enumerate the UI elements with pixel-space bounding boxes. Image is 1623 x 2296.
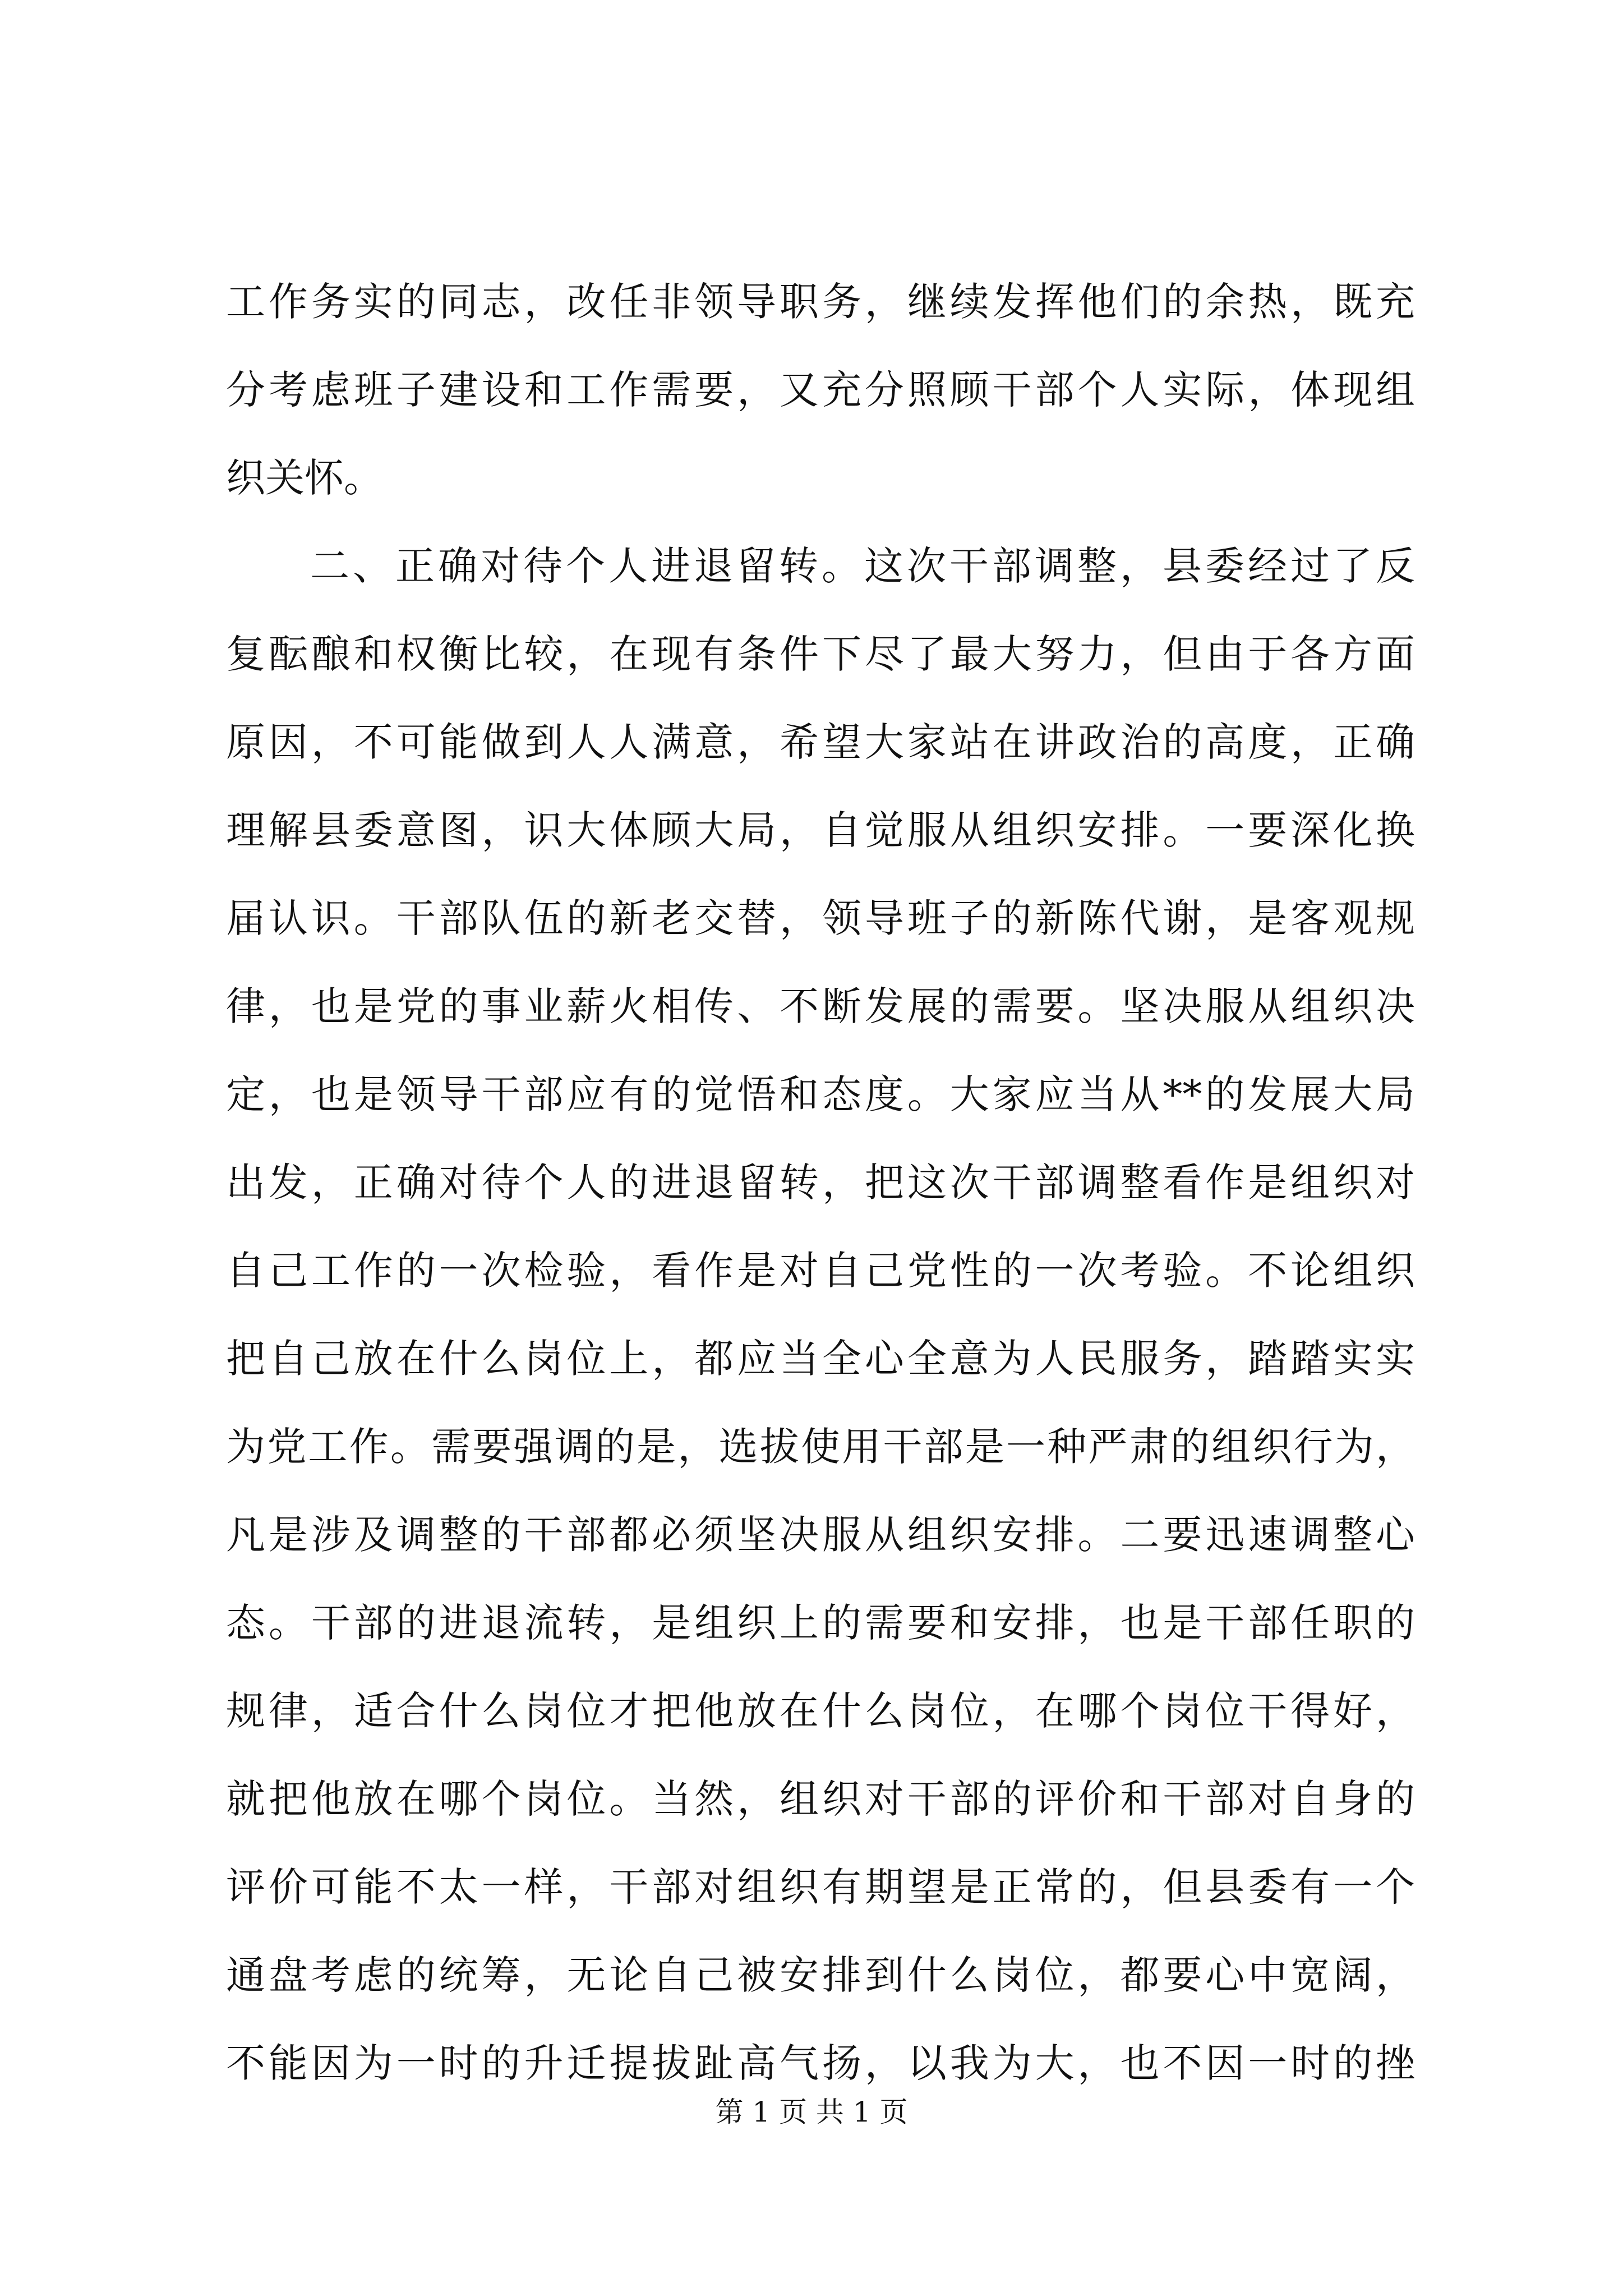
text-line: 定，也是领导干部应有的觉悟和态度。大家应当从**的发展大局 [226,1071,1415,1117]
text-line: 不能因为一时的升迁提拔趾高气扬，以我为大，也不因一时的挫 [226,2040,1415,2086]
text-line: 凡是涉及调整的干部都必须坚决服从组织安排。二要迅速调整心 [226,1512,1415,1558]
text-line: 态。干部的进退流转，是组织上的需要和安排，也是干部任职的 [226,1600,1415,1646]
text-line: 自己工作的一次检验，看作是对自己党性的一次考验。不论组织 [226,1248,1415,1294]
text-line: 工作务实的同志，改任非领导职务，继续发挥他们的余热，既充 [226,279,1415,325]
text-line: 理解县委意图，识大体顾大局，自觉服从组织安排。一要深化换 [226,807,1415,853]
text-line: 分考虑班子建设和工作需要，又充分照顾干部个人实际，体现组 [226,367,1415,413]
text-line: 律，也是党的事业薪火相传、不断发展的需要。坚决服从组织决 [226,983,1415,1029]
text-line: 评价可能不太一样，干部对组织有期望是正常的，但县委有一个 [226,1864,1415,1910]
text-line: 为党工作。需要强调的是，选拔使用干部是一种严肃的组织行为， [226,1424,1415,1470]
text-line: 通盘考虑的统筹，无论自己被安排到什么岗位，都要心中宽阔， [226,1952,1415,1998]
page-number-footer: 第 1 页 共 1 页 [715,2096,908,2128]
text-line: 届认识。干部队伍的新老交替，领导班子的新陈代谢，是客观规 [226,895,1415,941]
text-line: 就把他放在哪个岗位。当然，组织对干部的评价和干部对自身的 [226,1776,1415,1822]
text-line: 原因，不可能做到人人满意，希望大家站在讲政治的高度，正确 [226,719,1415,765]
text-line: 把自己放在什么岗位上，都应当全心全意为人民服务，踏踏实实 [226,1336,1415,1382]
text-line: 出发，正确对待个人的进退留转，把这次干部调整看作是组织对 [226,1159,1415,1205]
text-line: 织关怀。 [226,455,383,501]
text-line: 二、正确对待个人进退留转。这次干部调整，县委经过了反 [310,543,1415,589]
text-line: 规律，适合什么岗位才把他放在什么岗位，在哪个岗位干得好， [226,1688,1415,1734]
text-line: 复酝酿和权衡比较，在现有条件下尽了最大努力，但由于各方面 [226,631,1415,677]
body-text [226,258,1415,2108]
